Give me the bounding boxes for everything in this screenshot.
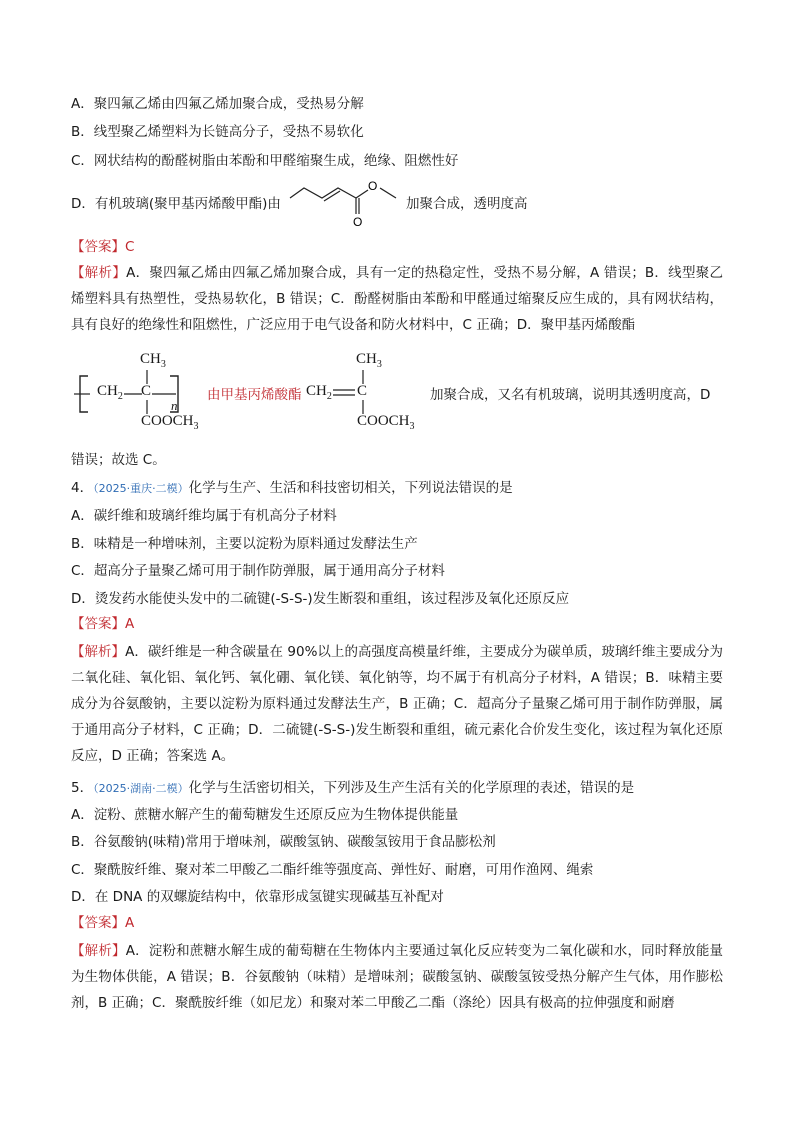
right-bracket	[152, 372, 186, 416]
ch2-group: $CH_2$	[97, 383, 123, 402]
q3-answer	[71, 237, 134, 257]
q5-option-b: B．谷氨酸钠(味精)常用于增味剂，碳酸氢钠、碳酸氢铵用于食品膨松剂	[71, 834, 496, 850]
answer-value: A	[125, 616, 135, 632]
carbon-chain-line	[290, 188, 356, 198]
carbonyl-oxygen-label: O	[353, 215, 363, 229]
formula-mid-text: 由甲基丙烯酸酯	[207, 387, 302, 403]
analysis-label: 【解析】	[71, 644, 126, 660]
q4-source: （2025·重庆·二模）	[93, 482, 189, 495]
q5-option-d: D．在 DNA 的双螺旋结构中，依靠形成氢键实现碱基互补配对	[71, 889, 444, 905]
monomer-carbon: C	[357, 383, 368, 399]
q4-stem	[71, 478, 513, 499]
monomer-ch3-group: $CH_3$	[356, 351, 382, 370]
analysis-text: A．淀粉和蔗糖水解生成的葡萄糖在生物体内主要通过氧化反应转变为二氧化碳和水，同时释放能量为生物体供能，A 错误；B．谷氨酸钠（味精）是增味剂；碳酸氢钠、碳酸氢铵受热分解产生气体，用作膨松剂，B 正确；C．聚酰胺纤维（如尼龙）和聚对苯二甲酸乙二酯（涤纶）因具有极高的拉伸强度和耐磨	[71, 943, 724, 1011]
q3-option-d-suffix: 加聚合成，透明度高	[406, 196, 528, 212]
q5-stem-text: 化学与生活密切相关，下列涉及生产生活有关的化学原理的表述，错误的是	[188, 780, 635, 796]
analysis-text: A．碳纤维是一种含碳量在 90%以上的高强度高模量纤维，主要成分为碳单质，玻璃纤维主要成分为二氧化硅、氧化铝、氧化钙、氧化硼、氧化镁、氧化钠等，均不属于有机高分子材料，A 错误；B．味精主要成分为谷氨酸钠，主要以淀粉为原料通过发酵法生产，B 正确；C．超高分子量聚乙烯可用于制作防弹服，属于通用高分子材料，C 正确；D．二硫键(-S-S-)发生断裂和重组，硫元素化合价发生变化，该过程为氧化还原反应，D 正确；答案选 A。	[71, 644, 724, 764]
q4-stem-text: 化学与生产、生活和科技密切相关，下列说法错误的是	[188, 480, 513, 496]
analysis-text: A．聚四氟乙烯由四氟乙烯加聚合成，具有一定的热稳定性，受热不易分解，A 错误；B．线型聚乙烯塑料具有热塑性，受热易软化，B 错误；C．酚醛树脂由苯酚和甲醛通过缩聚反应生成的，具有网状结构，具有良好的绝缘性和阻燃性，广泛应用于电气设备和防火材料中，C 正确；D．聚甲基丙烯酸酯	[71, 265, 723, 333]
answer-label: 【答案】	[71, 915, 125, 931]
answer-value: A	[125, 915, 135, 931]
q5-option-c: C．聚酰胺纤维、聚对苯二甲酸乙二酯纤维等强度高、弹性好、耐磨，可用作渔网、绳索	[71, 862, 594, 878]
q4-answer	[71, 614, 134, 634]
q5-number: 5．	[71, 780, 94, 796]
ester-bond-line	[356, 190, 368, 198]
double-bond-line	[324, 191, 340, 201]
central-carbon: C	[141, 383, 152, 399]
q5-analysis	[71, 938, 723, 1016]
q4-analysis	[71, 639, 723, 769]
q5-stem	[71, 778, 634, 799]
q4-option-a: A．碳纤维和玻璃纤维均属于有机高分子材料	[71, 508, 337, 524]
q4-number: 4．	[71, 480, 94, 496]
answer-value: C	[125, 239, 135, 255]
q3-analysis	[71, 260, 723, 338]
analysis-label: 【解析】	[71, 943, 126, 959]
methyl-ester-skeletal-structure	[288, 176, 406, 230]
answer-label: 【答案】	[71, 616, 125, 632]
q4-option-b: B．味精是一种增味剂，主要以淀粉为原料通过发酵法生产	[71, 536, 418, 552]
monomer-double-bond	[333, 388, 359, 398]
methyl-bond-line	[380, 188, 396, 198]
answer-label: 【答案】	[71, 239, 125, 255]
q5-option-a: A．淀粉、蔗糖水解产生的葡萄糖发生还原反应为生物体提供能量	[71, 807, 459, 823]
monomer-ch2-group: $CH_2$	[306, 383, 332, 402]
q3-analysis-end: 错误；故选 C。	[71, 452, 166, 468]
q4-option-d: D．烫发药水能使头发中的二硫键(-S-S-)发生断裂和重组，该过程涉及氧化还原反应	[71, 591, 570, 607]
q3-option-b: B．线型聚乙烯塑料为长链高分子，受热不易软化	[71, 124, 364, 140]
ch3-top-group: $CH_3$	[140, 351, 166, 370]
q3-option-d-prefix: D．有机玻璃(聚甲基丙烯酸甲酯)由	[71, 196, 281, 212]
q5-source: （2025·湖南·二模）	[93, 782, 189, 795]
cooch3-group-polymer: $COOCH_3$	[141, 413, 199, 432]
repeat-n: n	[171, 398, 178, 413]
left-bracket	[74, 372, 94, 416]
monomer-cooch3-group: $COOCH_3$	[357, 413, 415, 432]
q3-option-c: C．网状结构的酚醛树脂由苯酚和甲醛缩聚生成，绝缘、阻燃性好	[71, 153, 459, 169]
formula-tail-text: 加聚合成，又名有机玻璃，说明其透明度高，D	[430, 387, 711, 403]
q5-answer	[71, 913, 134, 933]
analysis-label: 【解析】	[71, 265, 127, 281]
q4-option-c: C．超高分子量聚乙烯可用于制作防弹服，属于通用高分子材料	[71, 563, 445, 579]
ester-oxygen-label: O	[368, 179, 378, 193]
q3-option-a: A．聚四氟乙烯由四氟乙烯加聚合成，受热易分解	[71, 96, 364, 112]
